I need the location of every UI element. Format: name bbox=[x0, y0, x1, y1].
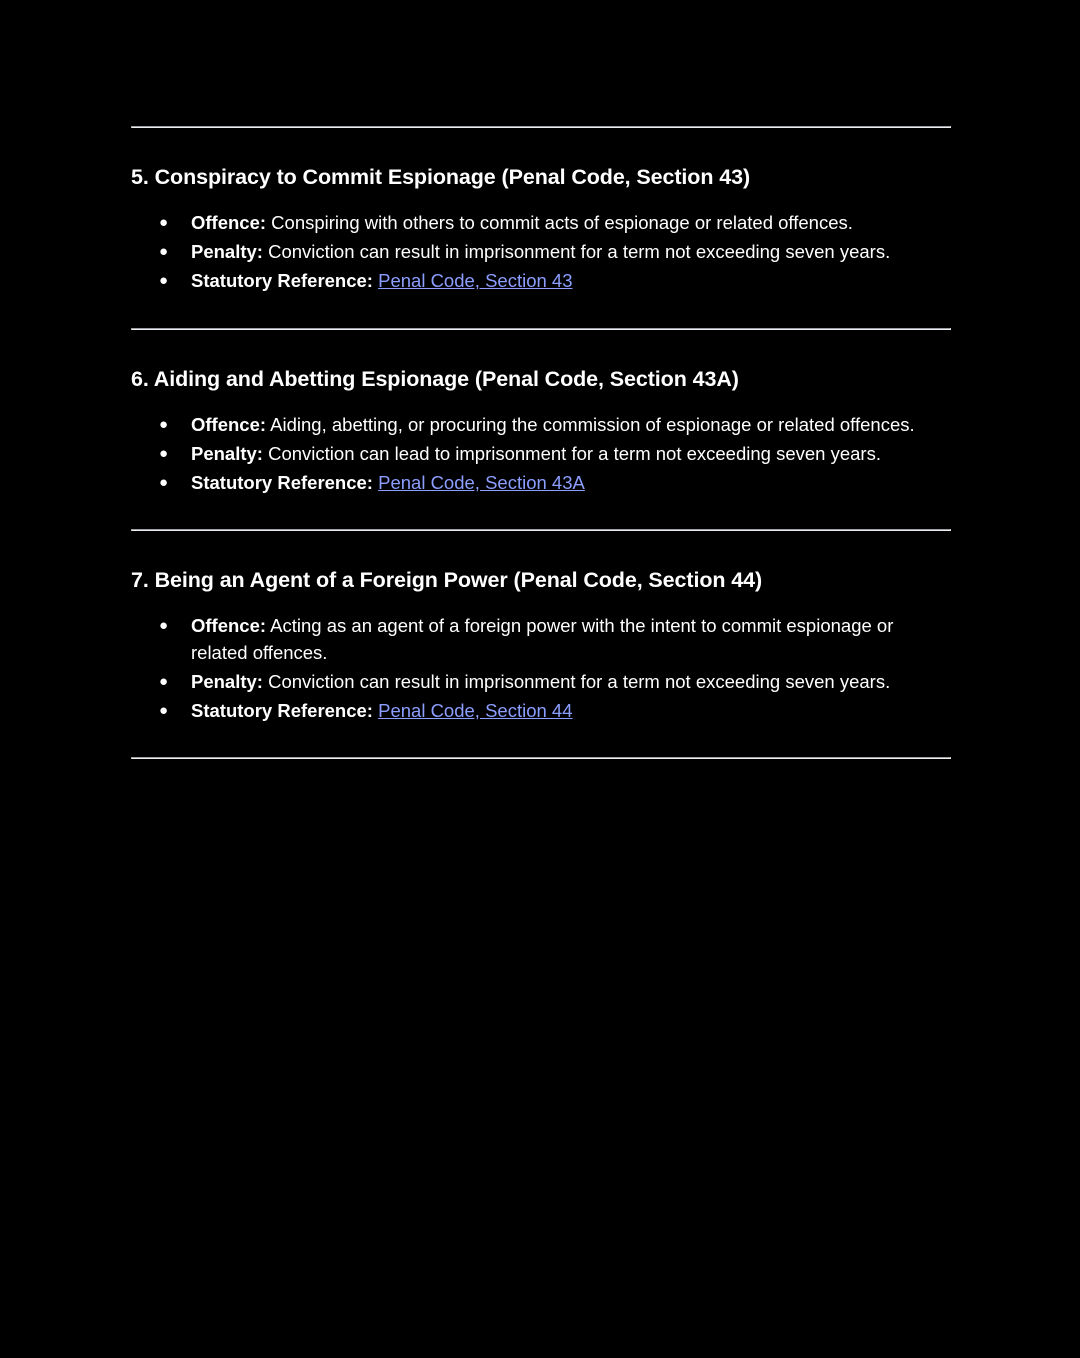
item-text: Acting as an agent of a foreign power with the intent to commit espionage or related offences. bbox=[191, 615, 894, 663]
bullet-icon: ● bbox=[159, 444, 169, 462]
item-text: Conspiring with others to commit acts of espionage or related offences. bbox=[266, 211, 853, 233]
list-item bbox=[131, 239, 949, 265]
document-content bbox=[131, 126, 949, 759]
list-item bbox=[131, 412, 949, 438]
statutory-reference-link[interactable]: Penal Code, Section 43 bbox=[378, 270, 573, 292]
section-6 bbox=[131, 366, 949, 497]
bullet-icon: ● bbox=[159, 272, 169, 290]
bullet-icon: ● bbox=[159, 702, 169, 720]
list-item bbox=[131, 470, 949, 496]
list-item bbox=[131, 698, 949, 724]
horizontal-rule-top bbox=[131, 126, 951, 128]
item-label: Statutory Reference: bbox=[191, 472, 373, 494]
item-label: Offence: bbox=[191, 615, 267, 637]
horizontal-rule-after-section-5 bbox=[131, 328, 951, 330]
item-text: Conviction can result in imprisonment for a term not exceeding seven years. bbox=[262, 241, 891, 263]
statutory-reference-link[interactable]: Penal Code, Section 43A bbox=[378, 472, 585, 494]
list-item bbox=[131, 613, 949, 666]
section-7-heading: 7. Being an Agent of a Foreign Power (Penal Code, Section 44) bbox=[131, 568, 763, 593]
item-text: Aiding, abetting, or procuring the commission of espionage or related offences. bbox=[266, 413, 915, 435]
section-5-list bbox=[131, 210, 949, 295]
section-5 bbox=[131, 164, 949, 295]
item-label: Penalty: bbox=[191, 442, 263, 464]
bullet-icon: ● bbox=[159, 243, 169, 261]
item-label: Statutory Reference: bbox=[191, 270, 373, 292]
item-label: Penalty: bbox=[191, 241, 263, 263]
item-text: Conviction can lead to imprisonment for a term not exceeding seven years. bbox=[262, 442, 881, 464]
spacer bbox=[131, 727, 949, 757]
horizontal-rule-after-section-6 bbox=[131, 529, 951, 531]
bullet-icon: ● bbox=[159, 617, 169, 635]
horizontal-rule-bottom bbox=[131, 757, 951, 759]
list-item bbox=[131, 210, 949, 236]
section-6-list bbox=[131, 412, 949, 497]
item-label: Offence: bbox=[191, 413, 267, 435]
list-item bbox=[131, 669, 949, 695]
bullet-icon: ● bbox=[159, 474, 169, 492]
bullet-icon: ● bbox=[159, 415, 169, 433]
item-label: Statutory Reference: bbox=[191, 700, 373, 722]
item-text: Conviction can result in imprisonment for a term not exceeding seven years. bbox=[262, 670, 891, 692]
section-7-list bbox=[131, 613, 949, 724]
item-label: Penalty: bbox=[191, 670, 263, 692]
item-label: Offence: bbox=[191, 211, 267, 233]
section-6-heading: 6. Aiding and Abetting Espionage (Penal Code, Section 43A) bbox=[131, 366, 739, 391]
list-item bbox=[131, 268, 949, 294]
list-item bbox=[131, 441, 949, 467]
spacer bbox=[131, 499, 949, 529]
section-7 bbox=[131, 567, 949, 724]
spacer bbox=[131, 298, 949, 328]
bullet-icon: ● bbox=[159, 213, 169, 231]
section-5-heading: 5. Conspiracy to Commit Espionage (Penal Code, Section 43) bbox=[131, 165, 751, 189]
statutory-reference-link[interactable]: Penal Code, Section 44 bbox=[378, 700, 573, 722]
bullet-icon: ● bbox=[159, 672, 169, 690]
